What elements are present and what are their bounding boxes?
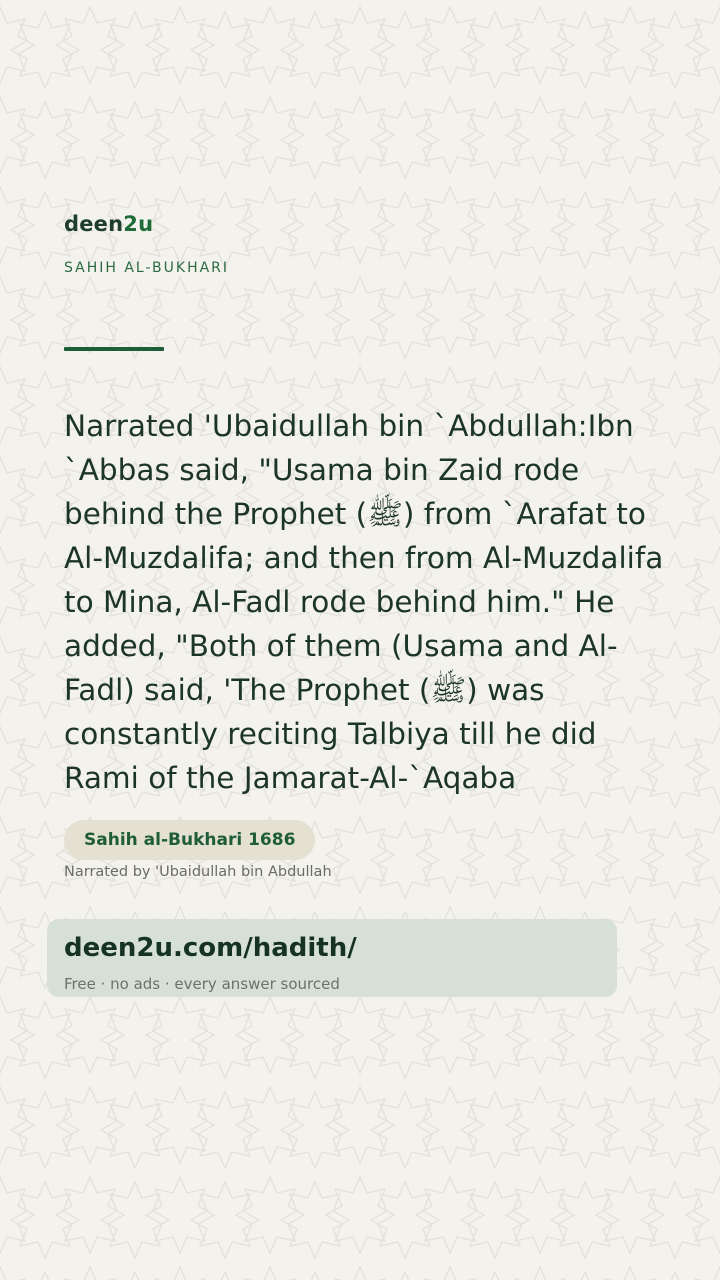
narrator-line: Narrated by 'Ubaidullah bin Abdullah xyxy=(64,864,332,880)
brand-name-part2: 2u xyxy=(123,212,154,236)
cta-url[interactable]: deen2u.com/hadith/ xyxy=(64,933,357,963)
cta-tagline: Free · no ads · every answer sourced xyxy=(64,975,340,993)
brand-name-part1: deen xyxy=(64,212,124,236)
hadith-text: Narrated 'Ubaidullah bin `Abdullah:Ibn `Abbas said, "Usama bin Zaid rode behind the Prophet (ﷺ) from `Arafat to Al-Muzdalifa; and then from Al-Muzdalifa to Mina, Al-Fadl rode behind him." He added, "Both of them (Usama and Al-Fadl) said, 'The Prophet (ﷺ) was constantly reciting Talbiya till he did Rami of the Jamarat-Al-`Aqaba xyxy=(64,409,664,795)
reference-badge: Sahih al-Bukhari 1686 xyxy=(64,820,315,860)
collection-label: SAHIH AL-BUKHARI xyxy=(64,260,230,276)
divider xyxy=(64,347,164,351)
brand-logo xyxy=(64,212,153,236)
cta-card[interactable] xyxy=(47,919,617,997)
